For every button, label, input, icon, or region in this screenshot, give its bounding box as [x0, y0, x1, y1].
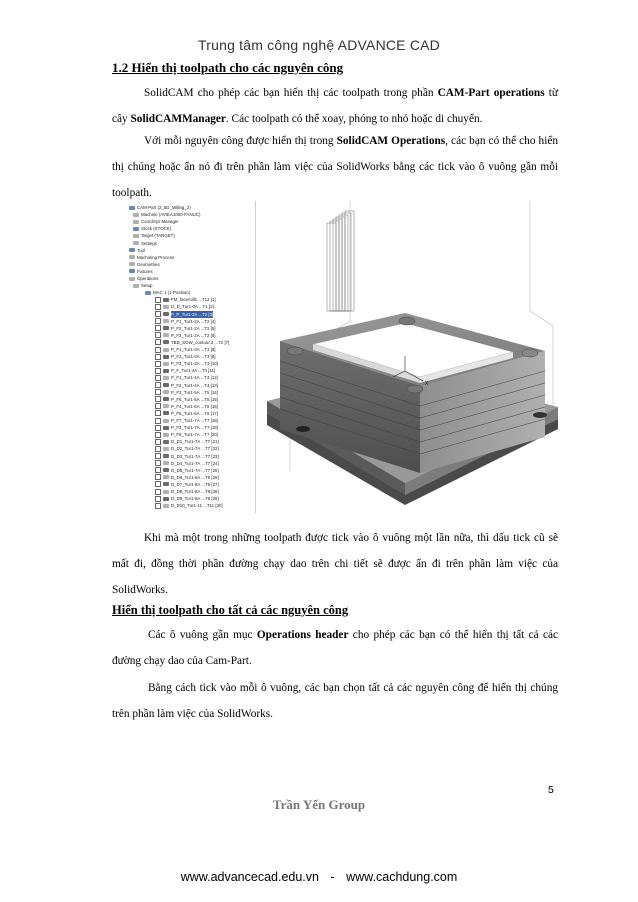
tree-item[interactable]	[155, 481, 219, 488]
screenshot-figure	[117, 201, 558, 513]
tree-item[interactable]	[155, 382, 218, 389]
paragraph-1	[112, 80, 558, 132]
page-number: 5	[548, 784, 554, 796]
tree-item[interactable]	[155, 311, 213, 318]
operation-icon	[129, 269, 135, 273]
toolpath-checkbox[interactable]	[155, 403, 161, 409]
page-header: Trung tâm công nghệ ADVANCE CAD	[198, 37, 440, 53]
tree-item-label: TBD_SOW_contour.3 ...T2 [7]	[171, 339, 230, 345]
tree-item[interactable]	[155, 424, 218, 431]
operation-icon	[163, 333, 169, 337]
tree-item-label: P_F8_Tur1-7A ...T7 [20]	[171, 432, 218, 438]
tree-item[interactable]	[133, 211, 200, 218]
tree-item-label: P_F2_Tur1-4A ...T4 [13]	[171, 382, 218, 388]
toolpath-checkbox[interactable]	[155, 382, 161, 388]
tree-item-label: P_F2_Tur1-3A ...T3 [9]	[171, 354, 216, 360]
tree-item[interactable]	[155, 438, 219, 445]
operation-icon	[133, 213, 139, 217]
tree-item[interactable]	[155, 502, 223, 509]
subsection-title: Hiển thị toolpath cho tất cả các nguyên công	[112, 603, 349, 617]
tree-item-label: D_D6_Tur1-8A ...T8 [26]	[171, 474, 219, 480]
para1-text-3: . Các toolpath có thể xoay, phóng to nhỏ hoặc di chuyển.	[225, 113, 483, 125]
tree-item[interactable]	[133, 225, 171, 232]
tree-item-label: D_D5_Tur1-7A ...T7 [25]	[171, 467, 219, 473]
footer-url-2[interactable]: www.cachdung.com	[346, 870, 458, 884]
tree-item-label: P_F3_Tur1-7A ...T7 [19]	[171, 425, 218, 431]
tree-item-label: P_F1_Tur1-4A ...T4 [12]	[171, 375, 218, 381]
tree-item-label: P_F5_Tur1-6A ...T6 [17]	[171, 410, 218, 416]
tree-item[interactable]	[129, 268, 153, 275]
tree-item[interactable]	[129, 247, 145, 254]
tree-item-label: D_D4_Tur1-7A ...T7 [24]	[171, 460, 219, 466]
toolpath-checkbox[interactable]	[155, 432, 161, 438]
operation-icon	[163, 362, 169, 366]
tree-item[interactable]	[155, 417, 218, 424]
tree-item-label: Setup	[141, 283, 153, 289]
tree-item[interactable]	[155, 410, 218, 417]
toolpath-checkbox[interactable]	[155, 453, 161, 459]
tree-item-label: D_D8_Tur1-8A ...T8 [28]	[171, 489, 219, 494]
tree-item[interactable]	[129, 275, 158, 282]
operation-icon	[163, 433, 169, 437]
tree-item[interactable]	[155, 467, 219, 474]
tree-item-label: P_F2_Tur1-2A ...T2 [5]	[171, 325, 216, 331]
toolpath-checkbox[interactable]	[155, 389, 161, 395]
tree-item[interactable]	[155, 346, 216, 353]
toolpath-checkbox[interactable]	[155, 318, 161, 324]
tree-item-label: P_F7_Tur1-7A ...T7 [18]	[171, 418, 218, 423]
tree-item-label: P_F4_Tur1-6A ...T6 [16]	[171, 403, 218, 409]
tree-item-label: CAM-Part (2_5D_Milling_2)	[137, 205, 191, 210]
operation-icon	[163, 348, 169, 352]
operation-icon	[133, 284, 139, 288]
tree-item-label: Tool	[137, 247, 146, 253]
tree-item[interactable]	[155, 389, 218, 396]
tree-item[interactable]	[133, 218, 179, 225]
tree-item-label: D_D10_Tur1-11 ...T11 [30]	[171, 503, 223, 509]
operation-icon	[163, 482, 169, 486]
footer-separator: -	[330, 870, 335, 884]
toolpath-checkbox[interactable]	[155, 297, 161, 303]
operation-icon	[163, 440, 169, 444]
toolpath-checkbox[interactable]	[155, 361, 161, 367]
para2-bold-1: SolidCAM Operations	[336, 135, 446, 147]
tree-item[interactable]	[129, 254, 174, 261]
toolpath-checkbox[interactable]	[155, 418, 161, 424]
operation-icon	[163, 390, 169, 394]
paragraph-4	[112, 622, 558, 674]
toolpath-checkbox[interactable]	[155, 410, 161, 416]
toolpath-checkbox[interactable]	[155, 339, 161, 345]
toolpath-checkbox[interactable]	[155, 460, 161, 466]
toolpath-checkbox[interactable]	[155, 325, 161, 331]
operation-icon	[163, 426, 169, 430]
tree-item[interactable]	[133, 232, 175, 239]
operation-icon	[133, 241, 139, 245]
tree-item-label: D_D1_Tur1-7A ...T7 [21]	[171, 439, 219, 445]
tree-item[interactable]	[155, 374, 218, 381]
tree-item[interactable]	[155, 488, 219, 495]
operation-icon	[129, 277, 135, 281]
operation-icon	[163, 376, 169, 380]
tree-item[interactable]	[155, 353, 216, 360]
operation-icon	[163, 383, 169, 387]
operation-icon	[163, 312, 169, 316]
tree-item-label: FM_facemill1 ...T12 [1]	[171, 297, 216, 303]
toolpath-checkbox[interactable]	[155, 311, 161, 317]
tree-item-label: D_D9_Tur1-8A ...T8 [29]	[171, 496, 219, 502]
operation-icon	[163, 397, 169, 401]
toolpath-checkbox[interactable]	[155, 489, 161, 495]
tree-item[interactable]	[155, 367, 215, 374]
operation-icon	[163, 298, 169, 302]
tree-item-label: P_F6_Tur1-5A ...T5 [15]	[171, 396, 218, 402]
toolpath-checkbox[interactable]	[155, 347, 161, 353]
tree-item-label: P_F3_Tur1-5A ...T5 [14]	[171, 389, 218, 395]
toolpath-checkbox[interactable]	[155, 439, 161, 445]
tree-item[interactable]	[145, 289, 190, 296]
tree-item-label: P_P_Tur1-2A ...T2 [3]	[171, 311, 214, 317]
tree-item[interactable]	[155, 339, 229, 346]
cam-part-3d-model	[255, 201, 558, 513]
toolpath-checkbox[interactable]	[155, 481, 161, 487]
operation-icon	[163, 340, 169, 344]
para2-text-2: , các bạn có thể cho hiển thị chúng hoặc ẩn nó đi trên phần làm việc của SolidWorks bằng các tick vào ô vuông gần mỗi toolpath.	[112, 135, 558, 199]
para1-text-2: từ cây	[112, 87, 558, 125]
paragraph-3: Khi mà một trong những toolpath được tick vào ô vuông một lần nữa, thì dấu tick cũ sẽ mất đi, đồng thời phần đường chạy dao trên chi tiết sẽ được ẩn đi trên phần làm việc của SolidWorks.	[112, 532, 558, 596]
tree-item[interactable]	[155, 474, 219, 481]
operation-icon	[163, 468, 169, 472]
para1-bold-1: CAM-Part operations	[437, 87, 545, 99]
para4-bold-1: Operations header	[256, 629, 349, 641]
operation-icon	[129, 206, 135, 210]
tree-item-label: D_D_Tur1-0A ...T1 [2]	[171, 304, 214, 310]
operation-icon	[133, 227, 139, 231]
toolpath-checkbox[interactable]	[155, 503, 161, 509]
toolpath-checkbox[interactable]	[155, 496, 161, 502]
tree-item[interactable]	[155, 403, 218, 410]
solidcam-manager-tree	[117, 201, 256, 513]
tree-item[interactable]	[129, 261, 160, 268]
tree-item[interactable]	[155, 453, 219, 460]
tree-item-label: P_F3_Tur1-3A ...T3 [10]	[171, 361, 218, 367]
tree-item-label: Machine (AVIEA1000-FANUC)	[141, 212, 201, 218]
footer-url-1[interactable]: www.advancecad.edu.vn	[180, 870, 319, 884]
toolpath-checkbox[interactable]	[155, 332, 161, 338]
toolpath-checkbox[interactable]	[155, 304, 161, 310]
operation-icon	[163, 355, 169, 359]
para1-text-1: SolidCAM cho phép các bạn hiển thị các toolpath trong phần	[144, 87, 438, 99]
tree-item-label: Stock (STOCK)	[141, 226, 172, 232]
tree-item[interactable]	[129, 204, 191, 211]
operation-icon	[163, 490, 169, 494]
operation-icon	[163, 326, 169, 330]
operation-icon	[163, 447, 169, 451]
tree-item-label: D_D2_Tur1-7A ...T7 [22]	[171, 446, 219, 452]
paragraph-5: Bằng cách tick vào mỗi ô vuông, các bạn chọn tất cả các nguyên công để hiển thị chúng trên phần làm việc của SolidWorks.	[112, 682, 558, 720]
tree-item[interactable]	[155, 325, 216, 332]
operation-icon	[133, 220, 139, 224]
tree-item-label: D_D3_Tur1-7A ...T7 [23]	[171, 453, 219, 459]
toolpath-checkbox[interactable]	[155, 467, 161, 473]
tree-item[interactable]	[155, 296, 216, 303]
para4-text-1: Các ô vuông gần mục	[148, 629, 257, 641]
para2-text-1: Với mỗi nguyên công được hiển thị trong	[144, 135, 337, 147]
operation-icon	[163, 404, 169, 408]
section-title: 1.2 Hiển thị toolpath cho các nguyên công	[112, 60, 344, 75]
footer-group-name: Trần Yến Group	[272, 797, 366, 812]
tree-item[interactable]	[155, 332, 216, 339]
tree-item-label: D_D7_Tur1-8A ...T8 [27]	[171, 481, 219, 487]
axis-x-label: X	[425, 381, 429, 387]
tree-item-label: Settings	[141, 240, 157, 246]
footer-links	[0, 870, 638, 884]
toolpath-checkbox[interactable]	[155, 474, 161, 480]
toolpath-checkbox[interactable]	[155, 396, 161, 402]
paragraph-2	[112, 128, 558, 206]
operation-icon	[133, 234, 139, 238]
operation-icon	[163, 454, 169, 458]
operation-icon	[163, 411, 169, 415]
tree-item[interactable]	[155, 431, 218, 438]
tree-item-label: P_F1_Tur1-3A ...T3 [8]	[171, 347, 216, 352]
tree-item-label: P_F_Tur1-4A ...T4 [11]	[171, 368, 216, 374]
toolpath-checkbox[interactable]	[155, 375, 161, 381]
tree-item-label: MAC 1 (1-Position)	[153, 290, 191, 296]
operation-icon	[163, 461, 169, 465]
operation-icon	[163, 504, 169, 508]
tree-item[interactable]	[133, 282, 152, 289]
tree-item-label: P_F1_Tur1-2A ...T2 [4]	[171, 318, 216, 324]
tree-item-label: CoordSys Manager	[141, 219, 179, 225]
operation-icon	[163, 497, 169, 501]
tree-item-label: Target (TARGET)	[141, 233, 175, 239]
tree-item-label: Machining Process	[137, 254, 175, 260]
tree-item-label: P_F3_Tur1-2A ...T2 [6]	[171, 332, 216, 338]
operation-icon	[163, 305, 169, 309]
operation-icon	[129, 262, 135, 266]
para4-text-2: cho phép các bạn có thể hiển thị tất cả các đường chạy dao của Cam-Part.	[112, 629, 558, 667]
tree-item-label: Fixtures	[137, 268, 153, 274]
operation-icon	[163, 319, 169, 323]
tree-item[interactable]	[155, 445, 219, 452]
tree-item-label: Geometries	[137, 261, 160, 267]
operation-icon	[129, 248, 135, 252]
toolpath-checkbox[interactable]	[155, 354, 161, 360]
tree-item[interactable]	[155, 495, 219, 502]
tree-item[interactable]	[155, 303, 214, 310]
toolpath-checkbox[interactable]	[155, 425, 161, 431]
toolpath-checkbox[interactable]	[155, 368, 161, 374]
tree-item[interactable]	[155, 360, 218, 367]
tree-item[interactable]	[155, 460, 219, 467]
tree-item[interactable]	[133, 240, 157, 247]
tree-item[interactable]	[155, 318, 216, 325]
operation-icon	[145, 291, 151, 295]
tree-item-label: Operations	[137, 276, 159, 281]
para1-bold-2: SolidCAMManager	[130, 113, 226, 125]
operation-icon	[163, 475, 169, 479]
operation-icon	[129, 255, 135, 259]
operation-icon	[163, 369, 169, 373]
operation-icon	[163, 419, 169, 423]
tree-item[interactable]	[155, 396, 218, 403]
toolpath-checkbox[interactable]	[155, 446, 161, 452]
